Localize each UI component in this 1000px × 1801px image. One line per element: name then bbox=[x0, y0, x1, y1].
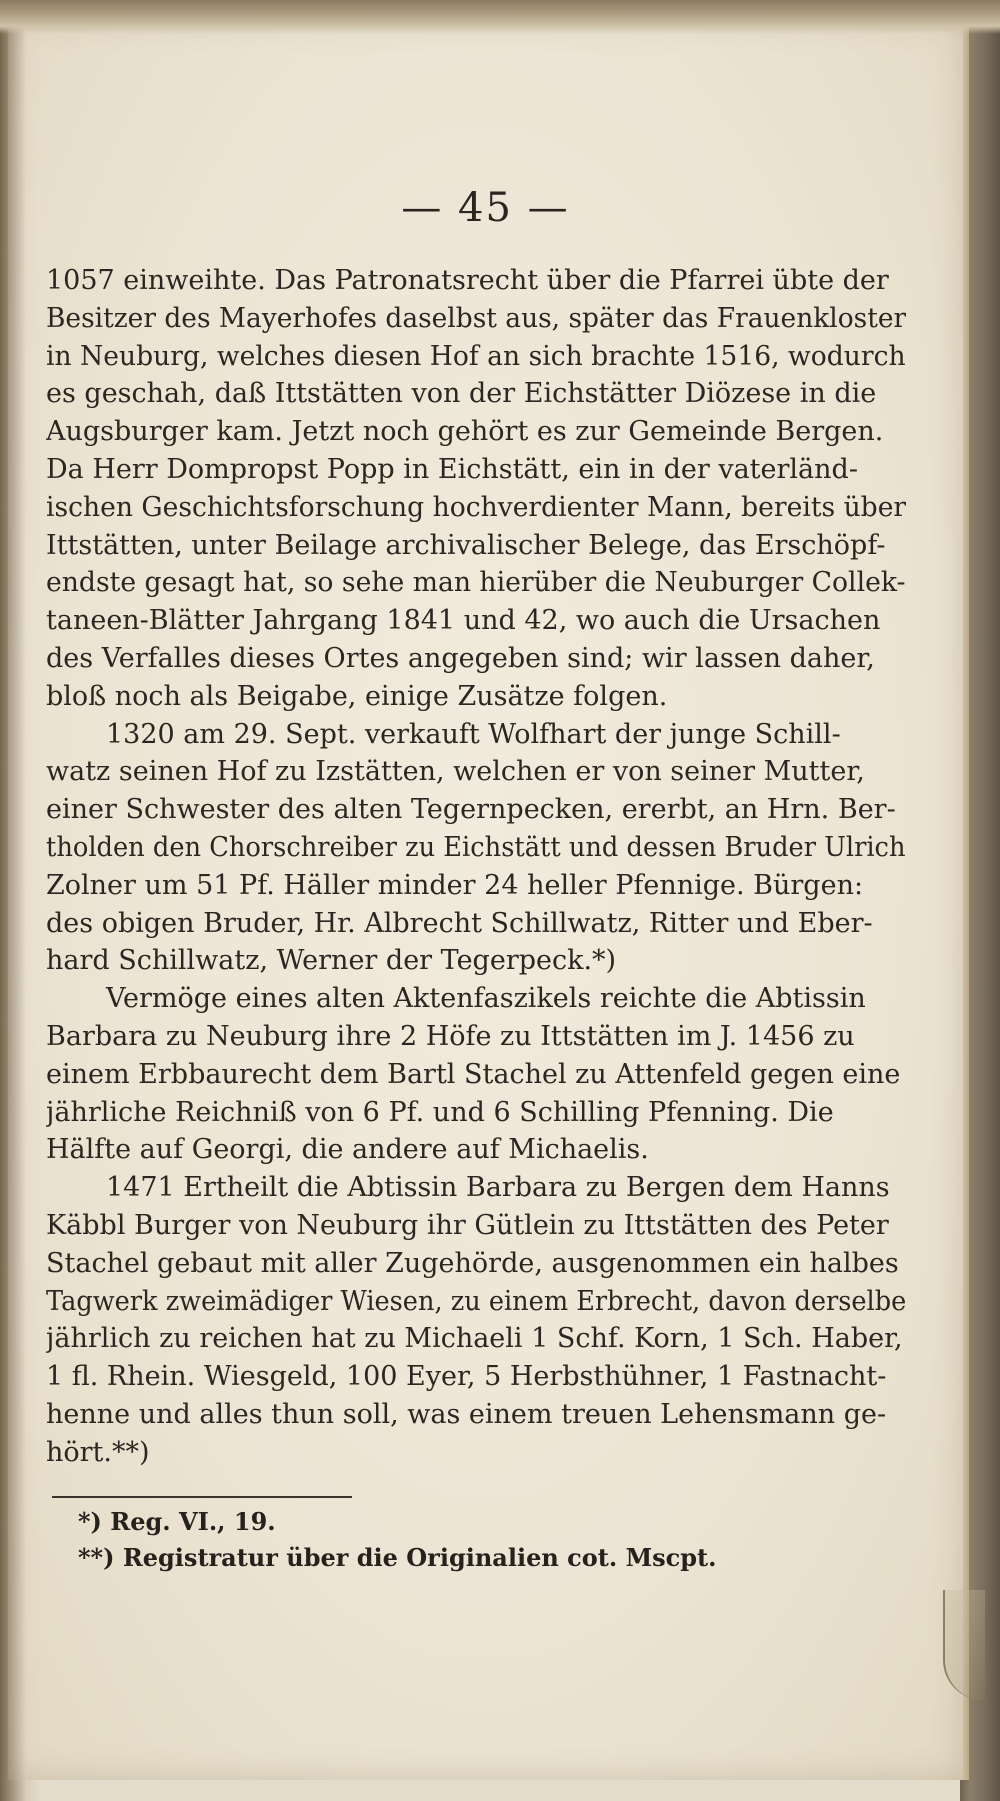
text-line: einem Erbbaurecht dem Bartl Stachel zu Attenfeld gegen eine bbox=[46, 1058, 901, 1090]
page-number-header: — 45 — bbox=[401, 185, 570, 231]
text-line: Besitzer des Mayerhofes daselbst aus, später das Frauenkloster bbox=[46, 302, 906, 334]
text-line: es geschah, daß Ittstätten von der Eichstätter Diözese in die bbox=[46, 378, 877, 410]
text-line: Käbbl Burger von Neuburg ihr Gütlein zu Ittstätten des Peter bbox=[46, 1209, 889, 1241]
text-line: des Verfalles dieses Ortes angegeben sind; wir lassen daher, bbox=[46, 642, 875, 674]
text-line: einer Schwester des alten Tegernpecken, ererbt, an Hrn. Ber- bbox=[46, 794, 896, 826]
footnote-divider bbox=[52, 1496, 352, 1498]
text-line: Augsburger kam. Jetzt noch gehört es zur Gemeinde Bergen. bbox=[46, 416, 884, 448]
paragraph-start-line: Vermöge eines alten Aktenfaszikels reichte die Abtissin bbox=[106, 983, 866, 1015]
text-line: Tagwerk zweimädiger Wiesen, zu einem Erbrecht, davon derselbe bbox=[46, 1285, 906, 1317]
text-line: jährlich zu reichen hat zu Michaeli 1 Schf. Korn, 1 Sch. Haber, bbox=[46, 1323, 903, 1355]
paragraph-start-line: 1320 am 29. Sept. verkauft Wolfhart der junge Schill- bbox=[106, 718, 841, 750]
text-line: Zolner um 51 Pf. Häller minder 24 heller Pfennige. Bürgen: bbox=[46, 869, 864, 901]
text-line: 1 fl. Rhein. Wiesgeld, 100 Eyer, 5 Herbsthühner, 1 Fastnacht- bbox=[46, 1361, 887, 1393]
page-edge bbox=[963, 20, 969, 1780]
text-line: watz seinen Hof zu Izstätten, welchen er von seiner Mutter, bbox=[46, 756, 865, 788]
text-line: jährliche Reichniß von 6 Pf. und 6 Schilling Pfenning. Die bbox=[46, 1096, 834, 1128]
page-corner-curl bbox=[943, 1590, 985, 1700]
text-line: hard Schillwatz, Werner der Tegerpeck.*) bbox=[46, 945, 617, 977]
text-line: hört.**) bbox=[46, 1436, 150, 1468]
text-line: des obigen Bruder, Hr. Albrecht Schillwatz, Ritter und Eber- bbox=[46, 907, 873, 939]
text-line: Hälfte auf Georgi, die andere auf Michaelis. bbox=[46, 1134, 649, 1166]
text-line: 1057 einweihte. Das Patronatsrecht über die Pfarrei übte der bbox=[46, 265, 889, 296]
text-line: bloß noch als Beigabe, einige Zusätze folgen. bbox=[46, 680, 668, 712]
text-line: Ittstätten, unter Beilage archivalischer Belege, das Erschöpf- bbox=[46, 529, 886, 561]
text-line: tholden den Chorschreiber zu Eichstätt und dessen Bruder Ulrich bbox=[46, 831, 906, 863]
footnote-2: **) Registratur über die Originalien cot. Mscpt. bbox=[78, 1543, 717, 1572]
paper-page bbox=[8, 20, 963, 1780]
text-line: taneen-Blätter Jahrgang 1841 und 42, wo auch die Ursachen bbox=[46, 605, 881, 637]
binding-shadow bbox=[0, 0, 26, 1801]
body-text bbox=[46, 262, 906, 1472]
footnote-1: *) Reg. VI., 19. bbox=[78, 1507, 276, 1536]
text-line: ischen Geschichtsforschung hochverdienter Mann, bereits über bbox=[46, 491, 906, 523]
footnotes bbox=[78, 1504, 898, 1576]
text-line: Da Herr Dompropst Popp in Eichstätt, ein in der vaterländ- bbox=[46, 453, 858, 485]
text-line: henne und alles thun soll, was einem treuen Lehensmann ge- bbox=[46, 1398, 887, 1430]
top-page-edge bbox=[0, 0, 1000, 34]
paragraph-start-line: 1471 Ertheilt die Abtissin Barbara zu Bergen dem Hanns bbox=[106, 1172, 890, 1204]
text-line: Barbara zu Neuburg ihre 2 Höfe zu Ittstätten im J. 1456 zu bbox=[46, 1020, 855, 1052]
text-line: Stachel gebaut mit aller Zugehörde, ausgenommen ein halbes bbox=[46, 1247, 899, 1279]
text-line: in Neuburg, welches diesen Hof an sich brachte 1516, wodurch bbox=[46, 340, 906, 372]
text-line: endste gesagt hat, so sehe man hierüber die Neuburger Collek- bbox=[46, 567, 906, 599]
